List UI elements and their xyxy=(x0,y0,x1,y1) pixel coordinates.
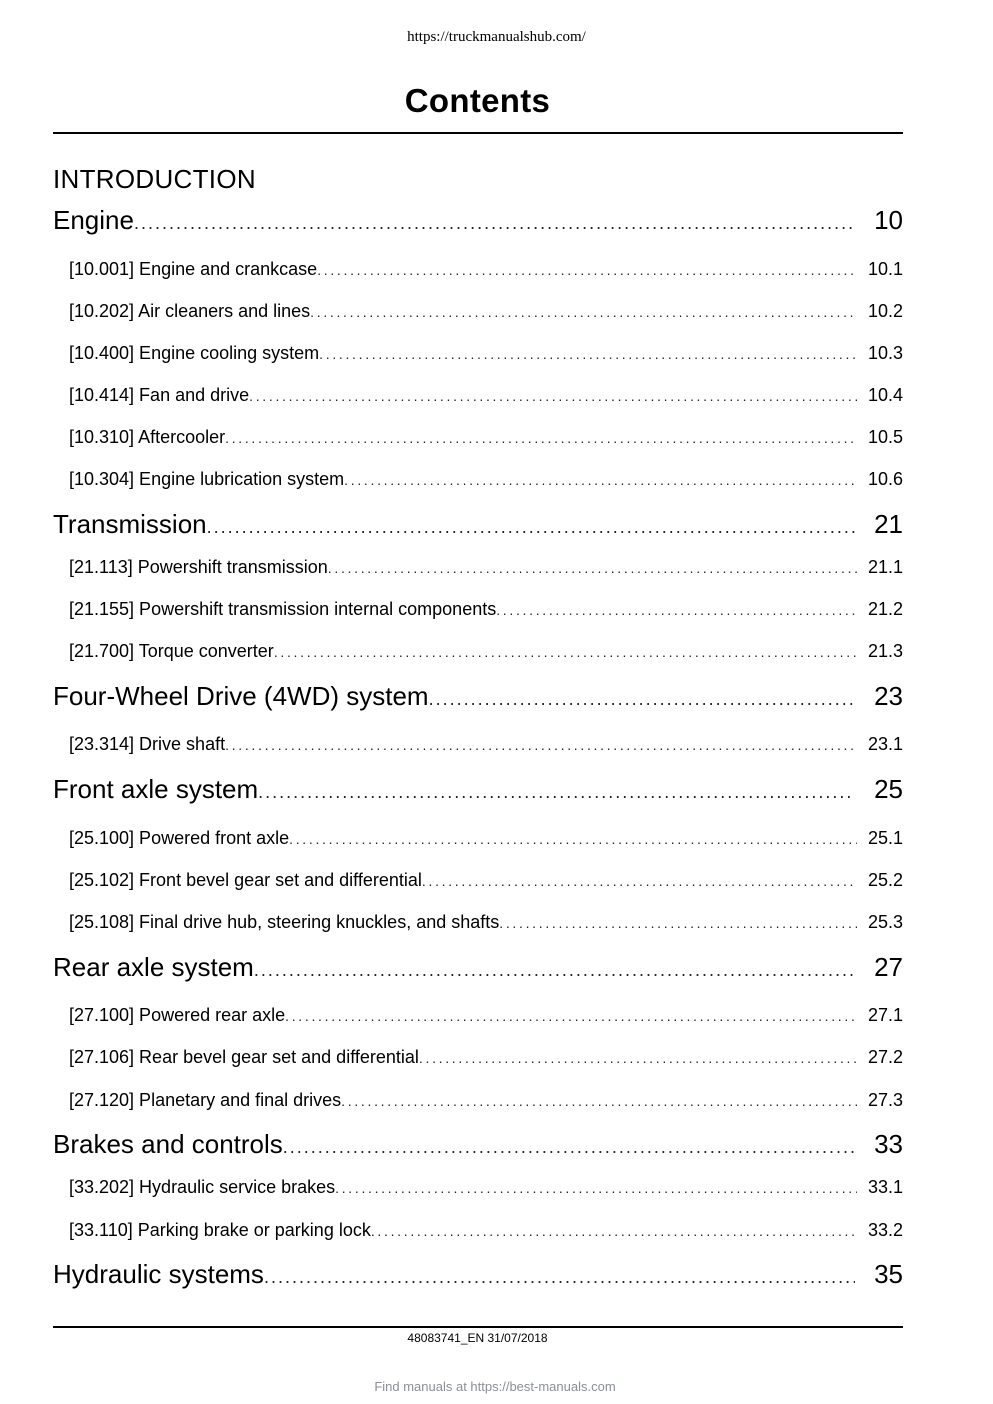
page-number: 33.2 xyxy=(867,1220,903,1240)
dot-leader xyxy=(274,644,857,660)
page-number: 25 xyxy=(874,774,903,804)
toc-section-entry[interactable] xyxy=(53,1177,903,1203)
page-number: 27.3 xyxy=(867,1090,903,1110)
section-title: [10.400] Engine cooling system xyxy=(69,343,320,363)
dot-leader xyxy=(249,388,857,404)
toc-section-entry[interactable] xyxy=(53,641,903,667)
footer-divider xyxy=(53,1326,903,1328)
dot-leader xyxy=(335,1180,857,1196)
dot-leader xyxy=(496,602,857,618)
toc-chapter-entry[interactable] xyxy=(53,774,903,814)
section-title: [10.310] Aftercooler xyxy=(69,427,226,447)
chapter-title: Brakes and controls xyxy=(53,1129,283,1159)
section-title: [27.100] Powered rear axle xyxy=(69,1005,286,1025)
toc-chapter-entry[interactable] xyxy=(53,952,903,992)
section-title: [27.120] Planetary and final drives xyxy=(69,1090,342,1110)
toc-chapter-entry[interactable] xyxy=(53,205,903,245)
toc-section-entry[interactable] xyxy=(53,343,903,369)
toc-section-entry[interactable] xyxy=(53,385,903,411)
dot-leader xyxy=(207,517,855,538)
chapter-title: Rear axle system xyxy=(53,952,254,982)
toc-section-entry[interactable] xyxy=(53,599,903,625)
toc-section-entry[interactable] xyxy=(53,828,903,854)
page-number: 10.1 xyxy=(867,259,903,279)
section-title: [33.202] Hydraulic service brakes xyxy=(69,1177,336,1197)
dot-leader xyxy=(289,831,857,847)
dot-leader xyxy=(310,304,857,320)
page-number: 10.6 xyxy=(867,469,903,489)
toc-chapter-entry[interactable] xyxy=(53,509,903,549)
section-title: [10.304] Engine lubrication system xyxy=(69,469,345,489)
page-number: 23.1 xyxy=(867,734,903,754)
dot-leader xyxy=(422,873,857,889)
dot-leader xyxy=(499,915,857,931)
dot-leader xyxy=(254,960,855,981)
dot-leader xyxy=(344,472,857,488)
page-number: 10 xyxy=(874,205,903,235)
dot-leader xyxy=(264,1267,855,1288)
toc-section-entry[interactable] xyxy=(53,1220,903,1246)
page-number: 35 xyxy=(874,1259,903,1289)
section-title: [10.414] Fan and drive xyxy=(69,385,250,405)
toc-section-entry[interactable] xyxy=(53,301,903,327)
dot-leader xyxy=(328,560,857,576)
toc-chapter-entry[interactable] xyxy=(53,681,903,721)
section-title: [10.202] Air cleaners and lines xyxy=(69,301,311,321)
page-title: Contents xyxy=(404,82,551,119)
dot-leader xyxy=(319,346,857,362)
dot-leader xyxy=(225,737,857,753)
toc-section-entry[interactable] xyxy=(53,912,903,938)
section-title: [27.106] Rear bevel gear set and differential xyxy=(69,1047,419,1067)
page-number: 10.4 xyxy=(867,385,903,405)
dot-leader xyxy=(429,689,855,710)
section-title: [23.314] Drive shaft xyxy=(69,734,226,754)
toc-section-entry[interactable] xyxy=(53,1005,903,1031)
footer-link[interactable]: Find manuals at https://best-manuals.com xyxy=(374,1379,616,1394)
dot-leader xyxy=(134,213,855,234)
page-number: 21 xyxy=(874,509,903,539)
dot-leader xyxy=(258,782,855,803)
page-number: 23 xyxy=(874,681,903,711)
section-title: [25.108] Final drive hub, steering knuckles, and shafts xyxy=(69,912,500,932)
page-number: 21.2 xyxy=(867,599,903,619)
page-number: 21.1 xyxy=(867,557,903,577)
toc-section-entry[interactable] xyxy=(53,469,903,495)
section-title: [21.155] Powershift transmission internal components xyxy=(69,599,497,619)
header-url[interactable]: https://truckmanualshub.com/ xyxy=(407,29,586,45)
page-number: 33.1 xyxy=(867,1177,903,1197)
page-number: 25.2 xyxy=(867,870,903,890)
section-title: [10.001] Engine and crankcase xyxy=(69,259,318,279)
page-number: 27 xyxy=(874,952,903,982)
dot-leader xyxy=(285,1008,857,1024)
toc-chapter-entry[interactable] xyxy=(53,1129,903,1169)
document-code: 48083741_EN 31/07/2018 xyxy=(407,1331,548,1345)
page-number: 25.3 xyxy=(867,912,903,932)
toc-section-entry[interactable] xyxy=(53,734,903,760)
dot-leader xyxy=(371,1223,857,1239)
toc-section-entry[interactable] xyxy=(53,870,903,896)
toc-section-entry[interactable] xyxy=(53,557,903,583)
toc-section-entry[interactable] xyxy=(53,259,903,285)
section-title: [33.110] Parking brake or parking lock xyxy=(69,1220,371,1240)
page-number: 27.2 xyxy=(867,1047,903,1067)
dot-leader xyxy=(419,1050,857,1066)
chapter-title: Front axle system xyxy=(53,774,259,804)
table-of-contents xyxy=(53,0,903,1300)
chapter-title: Engine xyxy=(53,205,134,235)
toc-chapter-entry[interactable] xyxy=(53,1259,903,1299)
chapter-title: Transmission xyxy=(53,509,207,539)
chapter-title: Four-Wheel Drive (4WD) system xyxy=(53,681,429,711)
page-number: 33 xyxy=(874,1129,903,1159)
dot-leader xyxy=(225,430,857,446)
toc-section-entry[interactable] xyxy=(53,427,903,453)
page-number: 10.2 xyxy=(867,301,903,321)
dot-leader xyxy=(317,262,857,278)
section-title: [25.102] Front bevel gear set and differential xyxy=(69,870,422,890)
page-number: 21.3 xyxy=(867,641,903,661)
dot-leader xyxy=(341,1093,857,1109)
chapter-title: Hydraulic systems xyxy=(53,1259,264,1289)
intro-heading[interactable]: INTRODUCTION xyxy=(53,164,256,194)
page-number: 27.1 xyxy=(867,1005,903,1025)
dot-leader xyxy=(283,1137,855,1158)
page-number: 25.1 xyxy=(867,828,903,848)
page-number: 10.5 xyxy=(867,427,903,447)
page-number: 10.3 xyxy=(867,343,903,363)
toc-section-entry[interactable] xyxy=(53,1047,903,1073)
section-title: [21.113] Powershift transmission xyxy=(69,557,328,577)
section-title: [25.100] Powered front axle xyxy=(69,828,290,848)
section-title: [21.700] Torque converter xyxy=(69,641,274,661)
toc-section-entry[interactable] xyxy=(53,1090,903,1116)
